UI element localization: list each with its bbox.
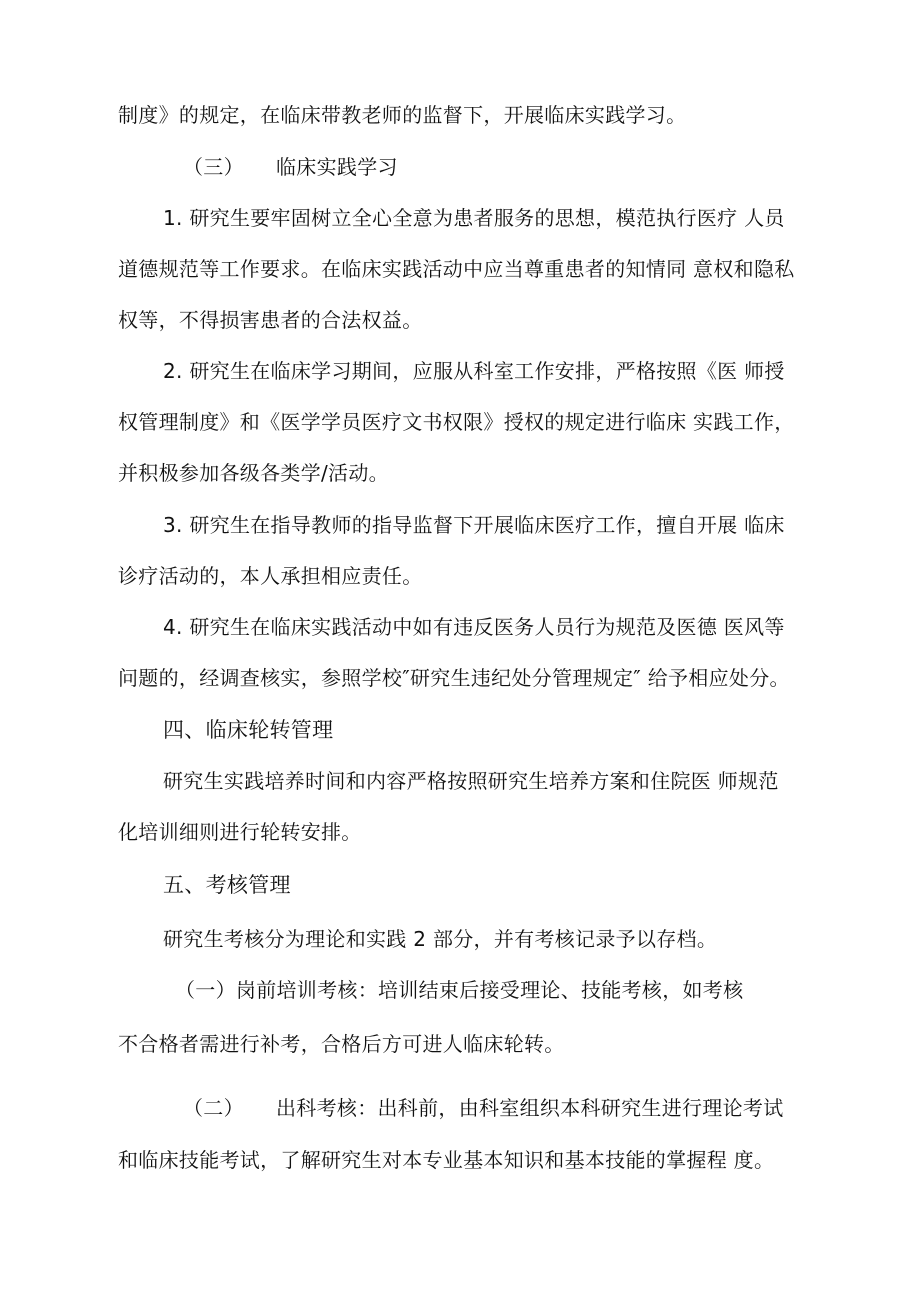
- text-line-rotation-a: 研究生实践培养时间和内容严格按照研究生培养方案和住院医 师规范: [163, 769, 779, 793]
- text-line-item-2c: 并积极参加各级各类学/活动。: [118, 461, 389, 485]
- text-line-pre-job-b: 不合格者需进行补考，合格后方可进人临床轮转。: [118, 1032, 565, 1056]
- text-line-1: 制度》的规定，在临床带教老师的监督下，开展临床实践学习。: [118, 103, 687, 127]
- text-line-item-3b: 诊疗活动的，本人承担相应责任。: [118, 564, 423, 588]
- text-line-rotation-b: 化培训细则进行轮转安排。: [118, 820, 362, 844]
- text-line-item-1c: 权等，不得损害患者的合法权益。: [118, 308, 423, 332]
- section-number-3: （三）: [183, 155, 244, 179]
- section-title-clinical-practice: 临床实践学习: [276, 155, 398, 179]
- text-line-assessment: 研究生考核分为理论和实践 2 部分，并有考核记录予以存档。: [163, 927, 718, 951]
- text-line-exit-exam-a: 出科考核：出科前，由科室组织本科研究生进行理论考试: [276, 1096, 784, 1120]
- section-heading-rotation: 四、临床轮转管理: [163, 718, 334, 742]
- section-heading-assessment: 五、考核管理: [163, 873, 291, 897]
- text-line-exit-exam-b: 和临床技能考试，了解研究生对本专业基本知识和基本技能的掌握程 度。: [118, 1148, 775, 1172]
- text-line-item-1a: 1. 研究生要牢固树立全心全意为患者服务的思想，模范执行医疗 人员: [163, 206, 785, 230]
- text-line-item-4a: 4. 研究生在临床实践活动中如有违反医务人员行为规范及医德 医风等: [163, 615, 785, 639]
- text-line-pre-job-a: （一）岗前培训考核：培训结束后接受理论、技能考核，如考核: [175, 978, 744, 1002]
- text-line-item-2b: 权管理制度》和《医学学员医疗文书权限》授权的规定进行临床 实践工作，: [118, 410, 795, 434]
- text-line-item-4b: 问题的，经调查核实，参照学校″研究生违纪处分管理规定″ 给予相应处分。: [118, 666, 790, 690]
- section-number-2: （二）: [183, 1096, 244, 1120]
- text-line-item-2a: 2. 研究生在临床学习期间，应服从科室工作安排，严格按照《医 师授: [163, 359, 785, 383]
- text-line-item-3a: 3. 研究生在指导教师的指导监督下开展临床医疗工作，擅自开展 临床: [163, 513, 785, 537]
- text-line-item-1b: 道德规范等工作要求。在临床实践活动中应当尊重患者的知情同 意权和隐私: [118, 257, 795, 281]
